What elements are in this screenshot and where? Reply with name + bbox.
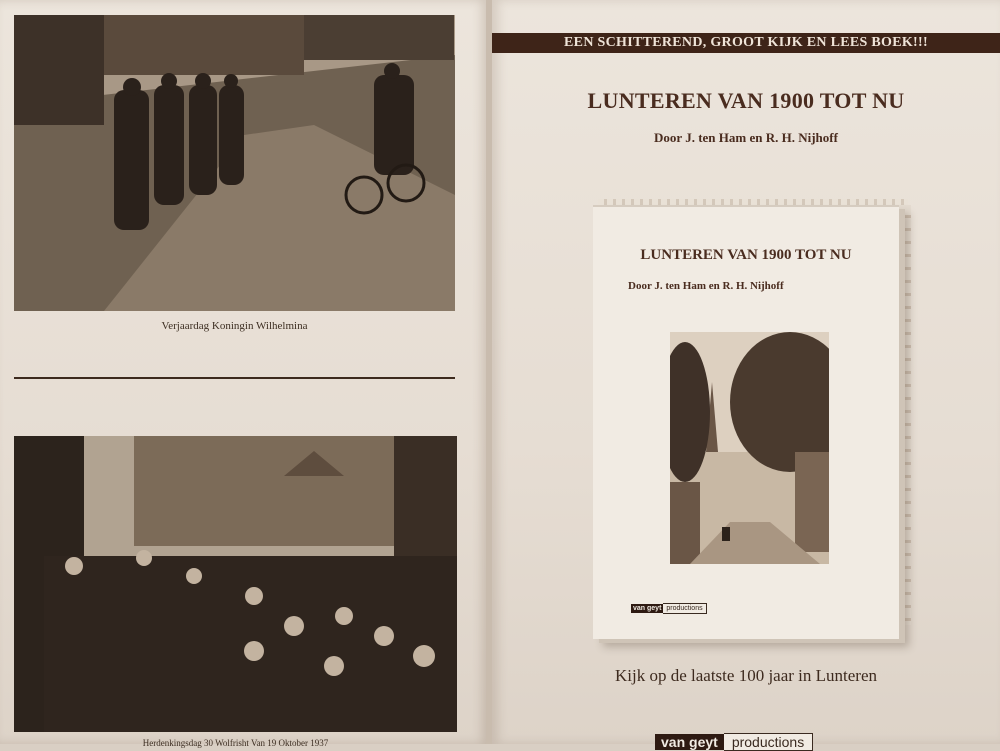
cover-brand-suffix: productions	[663, 603, 706, 614]
photo-street-procession	[14, 15, 455, 311]
cover-photo-church-street	[670, 332, 829, 564]
book-page-edge-side	[899, 205, 911, 625]
publisher-name: van geyt	[655, 734, 724, 750]
cover-brand-name: van geyt	[633, 605, 662, 612]
cover-title: LUNTEREN VAN 1900 TOT NU	[640, 247, 852, 263]
book-cover	[593, 205, 899, 639]
book-authors: Door J. ten Ham en R. H. Nijhoff	[654, 130, 838, 145]
section-divider	[14, 377, 455, 379]
cover-authors: Door J. ten Ham en R. H. Nijhoff	[628, 280, 784, 292]
photo-children-march	[14, 436, 457, 732]
promo-banner: EEN SCHITTEREND, GROOT KIJK EN LEES BOEK!!!	[492, 33, 1000, 53]
publisher-suffix: productions	[724, 733, 813, 751]
photo-top-caption: Verjaardag Koningin Wilhelmina	[161, 320, 308, 332]
cover-brand-logo	[631, 603, 707, 614]
tagline: Kijk op de laatste 100 jaar in Lunteren	[615, 666, 877, 685]
photo-bottom-caption: Herdenkingsdag 30 Wolfrisht Van 19 Oktober 1937	[142, 738, 329, 748]
publisher-logo	[655, 733, 813, 751]
book-title: LUNTEREN VAN 1900 TOT NU	[587, 88, 905, 113]
